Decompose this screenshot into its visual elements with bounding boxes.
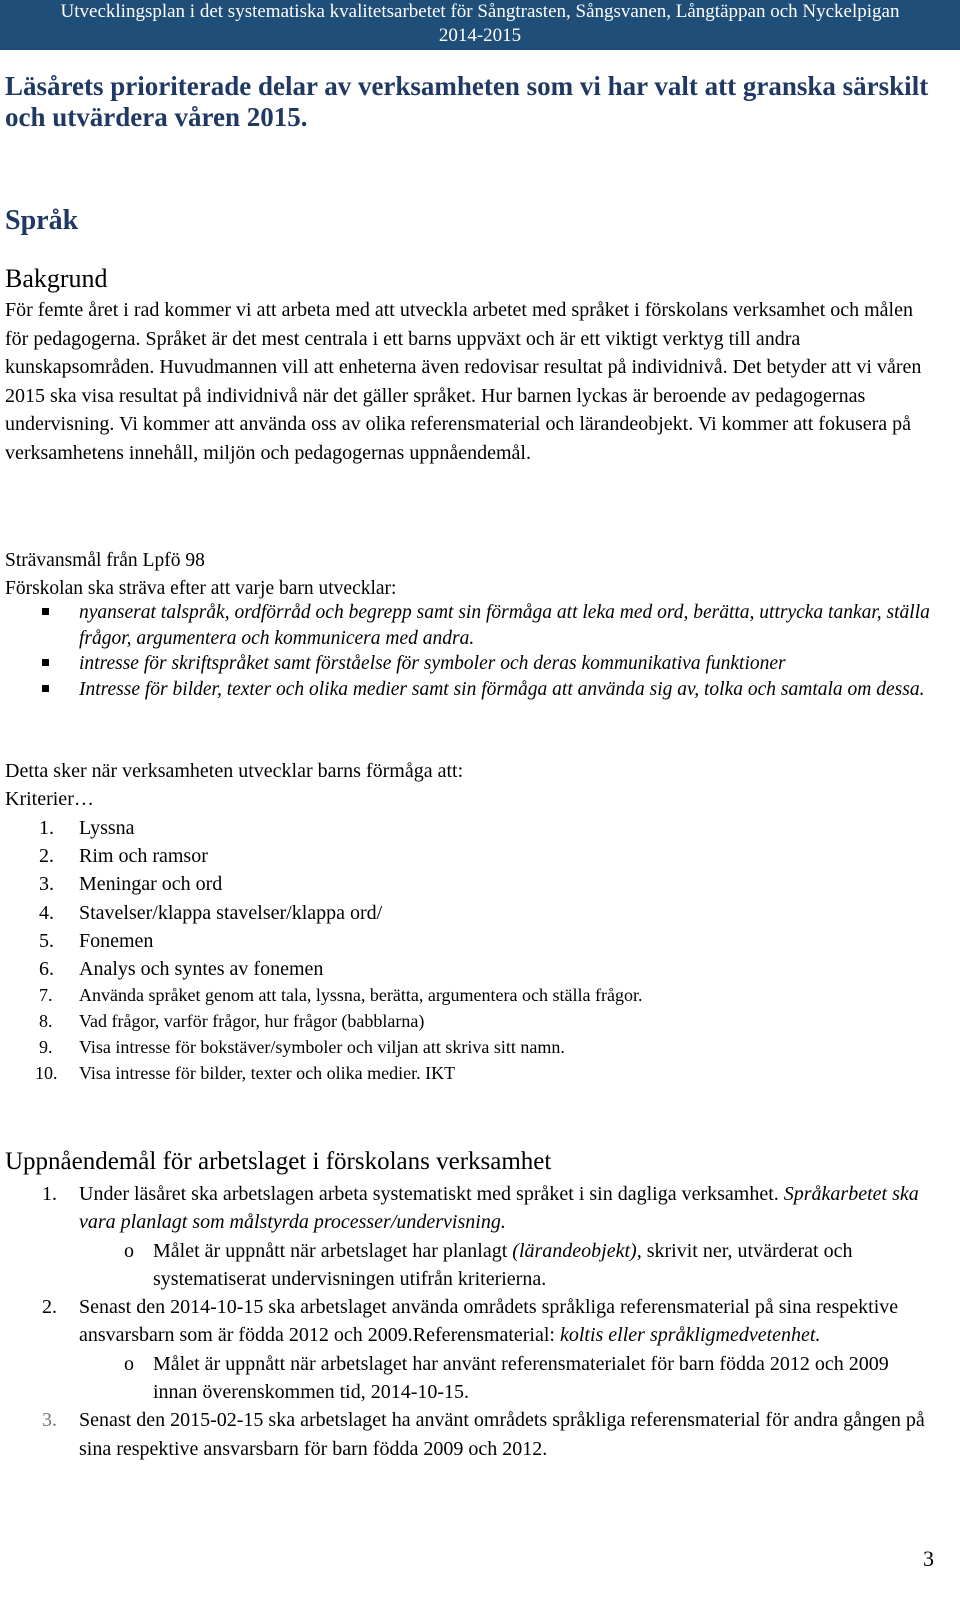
stravansmal-intro: Förskolan ska sträva efter att varje barn utvecklar:	[5, 578, 397, 599]
list-item: Intresse för bilder, texter och olika medier samt sin förmåga att använda sig av, tolka och samtala om dessa.	[5, 677, 935, 703]
list-item: 9. Visa intresse för bokstäver/symboler och viljan att skriva sitt namn.	[39, 1036, 565, 1057]
list-item: intresse för skriftspråket samt förståelse för symboler och deras kommunikativa funktioner	[5, 651, 935, 677]
header-title: Utvecklingsplan i det systematiska kvalitetsarbetet för Sångtrasten, Sångsvanen, Långtäppan och Nyckelpigan	[60, 1, 900, 22]
list-item: 10. Visa intresse för bilder, texter och olika medier. IKT	[35, 1062, 456, 1083]
page-number: 3	[923, 1546, 934, 1571]
bakgrund-heading: Bakgrund	[5, 264, 108, 293]
stravansmal-list	[5, 600, 935, 702]
circle-bullet-icon: o	[124, 1352, 134, 1375]
header-years: 2014-2015	[438, 25, 522, 46]
list-item: 3. Meningar och ord	[39, 873, 223, 896]
list-item: 1. Lyssna	[39, 817, 135, 839]
list-item: nyanserat talspråk, ordförråd och begrepp samt sin förmåga att leka med ord, berätta, uttrycka tankar, ställa frågor, argumentera och kommunicera med andra.	[5, 600, 935, 651]
list-item: 3. Senast den 2015-02-15 ska arbetslaget ha använt områdets språkliga referensmaterial för andra gången på sina respektive ansvarsbarn för barn födda 2009 och 2012.	[42, 1409, 925, 1460]
square-bullet-icon	[42, 608, 49, 615]
list-item: 2. Rim och ramsor	[39, 845, 208, 868]
sub-list-item: o Målet är uppnått när arbetslaget har använt referensmaterialet för barn födda 2012 och 2009 innan överenskommen tid, 2014-10-15.	[79, 1350, 935, 1407]
uppnaendemal-heading: Uppnåendemål för arbetslaget i förskolans verksamhet	[5, 1148, 552, 1175]
kriterier-intro: Detta sker när verksamheten utvecklar barns förmåga att:	[5, 760, 464, 782]
kriterier-list	[5, 814, 642, 1086]
list-item: 2. Senast den 2014-10-15 ska arbetslaget använda områdets språkliga referensmaterial på sina respektive ansvarsbarn som är födda 2012 och 2009.Referensmaterial: koltis eller språkligmedvetenhet. o Målet är uppnått när arbetslaget har använt referensmaterialet för barn födda 2012 och 2009 innan överenskommen tid, 2014-10-15.	[5, 1293, 935, 1406]
list-item: 6. Analys och syntes av fonemen	[39, 957, 324, 980]
circle-bullet-icon: o	[124, 1239, 134, 1262]
bakgrund-text: För femte året i rad kommer vi att arbeta med att utveckla arbetet med språket i förskolans verksamhet och målen för pedagogerna. Språket är det mest centrala i ett barns uppväxt och är ett viktigt verktyg till andra kunskapsområden. Huvudmannen vill att enheterna även redovisar resultat på individnivå. Det betyder att vi våren 2015 ska visa resultat på individnivå när det gäller språket. Hur barnen lyckas är beroende av pedagogernas undervisning. Vi kommer att använda oss av olika referensmaterial och lärandeobjekt. Vi kommer att fokusera på verksamhetens innehåll, miljön och pedagogernas uppnåendemål.	[5, 299, 922, 464]
square-bullet-icon	[42, 685, 49, 692]
list-item: 1. Under läsåret ska arbetslagen arbeta systematiskt med språket i sin dagliga verksamhet. Språkarbetet ska vara planlagt som målstyrda processer/undervisning. o Målet är uppnått när arbetslaget har planlagt (lärandeobjekt), skrivit ner, utvärderat och systematiserat undervisningen utifrån kriterierna.	[5, 1180, 935, 1293]
square-bullet-icon	[42, 659, 49, 666]
stravansmal-heading: Strävansmål från Lpfö 98	[5, 550, 205, 571]
list-item: 5. Fonemen	[39, 929, 154, 952]
section-heading: Språk	[5, 205, 79, 236]
list-item: 7. Använda språket genom att tala, lyssna, berätta, argumentera och ställa frågor.	[39, 985, 643, 1006]
uppnaendemal-list	[5, 1180, 935, 1463]
list-item: 8. Vad frågor, varför frågor, hur frågor (babblarna)	[39, 1010, 425, 1031]
list-item: 4. Stavelser/klappa stavelser/klappa ord/	[39, 901, 383, 924]
main-heading: Läsårets prioriterade delar av verksamheten som vi har valt att granska särskilt och utvärdera våren 2015.	[5, 71, 929, 132]
kriterier-label: Kriterier…	[5, 788, 94, 810]
sub-list-item: o Målet är uppnått när arbetslaget har planlagt (lärandeobjekt), skrivit ner, utvärderat och systematiserat undervisningen utifrån kriterierna.	[79, 1237, 935, 1294]
page-header	[0, 0, 960, 50]
